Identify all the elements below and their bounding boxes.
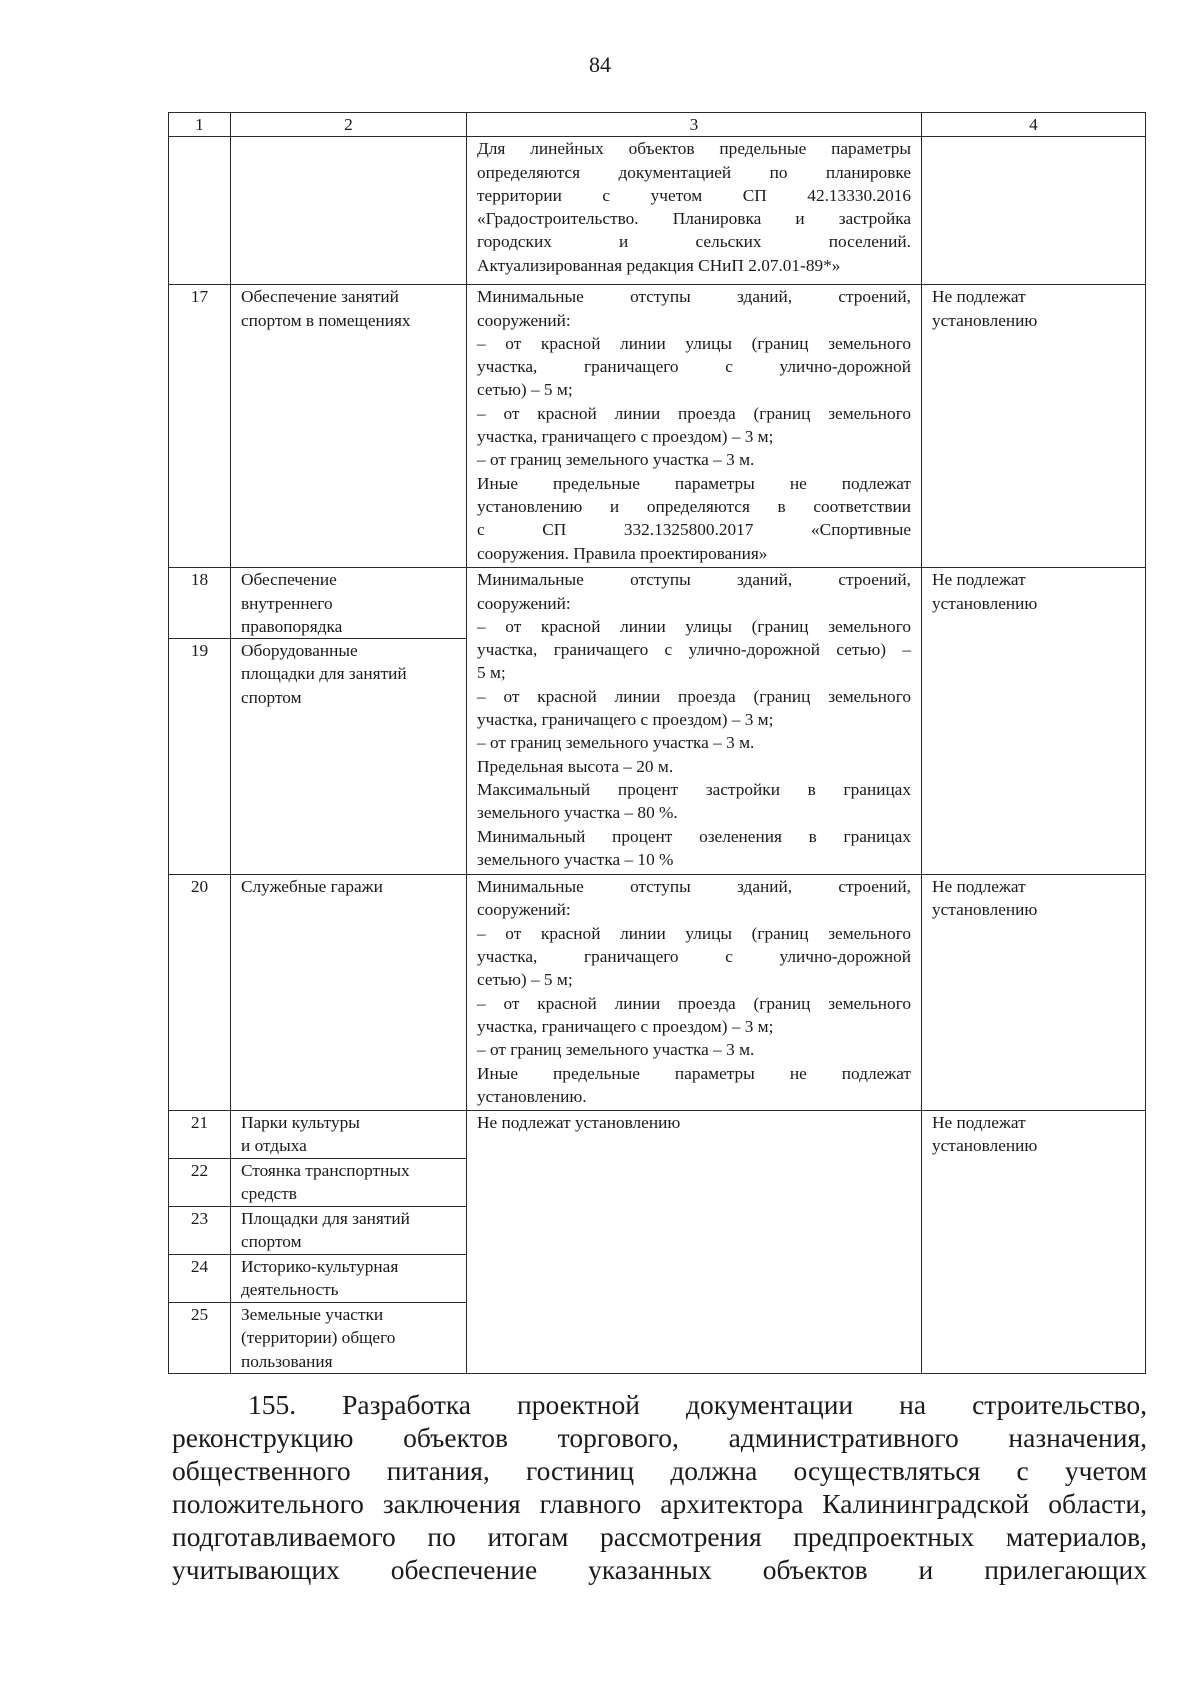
paragraph-155: 155. Разработка проектной документации на строительство, реконструкцию объектов торгового, административного назначения, общественного питания, гостиниц должна осуществляться с учетом положительного заключения главного архитектора Калининградской области, подготавливаемого по итогам рассмотрения предпроектных материалов, учитывающих обеспечение указанных объектов и прилегающих <box>172 1389 1147 1585</box>
cell-name: Стоянка транспортных средств <box>231 1159 467 1207</box>
cell-name <box>231 137 467 285</box>
cell-params: Минимальные отступы зданий, строений, сооружений: – от красной линии улицы (границ земельного участка, граничащего с улично-дорожной сетью) – 5 м; – от красной линии проезда (границ земельного участка, граничащего с проездом) – 3 м; – от границ земельного участка – 3 м. Иные предельные параметры не подлежат установлению. <box>467 875 922 1111</box>
table-header-row <box>169 113 1146 137</box>
cell-name: Обеспечение внутреннего правопорядка <box>231 568 467 639</box>
table-row-continuation <box>169 137 1146 285</box>
cell-num: 20 <box>169 875 231 1111</box>
table-row-20 <box>169 875 1146 1111</box>
header-col-1: 1 <box>169 113 231 137</box>
cell-params: Минимальные отступы зданий, строений, сооружений: – от красной линии улицы (границ земельного участка, граничащего с улично-дорожной сетью) – 5 м; – от красной линии проезда (границ земельного участка, граничащего с проездом) – 3 м; – от границ земельного участка – 3 м. Предельная высота – 20 м. Максимальный процент застройки в границах земельного участка – 80 %. Минимальный процент озеленения в границах земельного участка – 10 % <box>467 568 922 875</box>
regulations-table <box>168 112 1146 1374</box>
cell-note: Не подлежат установлению <box>922 875 1146 1111</box>
cell-name: Площадки для занятий спортом <box>231 1207 467 1255</box>
table-row-18 <box>169 568 1146 639</box>
header-col-3: 3 <box>467 113 922 137</box>
cell-num: 23 <box>169 1207 231 1255</box>
cell-num: 24 <box>169 1255 231 1303</box>
cell-params: Не подлежат установлению <box>467 1111 922 1374</box>
cell-name: Парки культуры и отдыха <box>231 1111 467 1159</box>
cell-num: 22 <box>169 1159 231 1207</box>
cell-note: Не подлежат установлению <box>922 568 1146 875</box>
cell-num: 25 <box>169 1303 231 1374</box>
cell-name: Историко-культурная деятельность <box>231 1255 467 1303</box>
cell-name: Служебные гаражи <box>231 875 467 1111</box>
cell-num: 17 <box>169 285 231 568</box>
cell-num <box>169 137 231 285</box>
cell-params: Минимальные отступы зданий, строений, сооружений: – от красной линии улицы (границ земельного участка, граничащего с улично-дорожной сетью) – 5 м; – от красной линии проезда (границ земельного участка, граничащего с проездом) – 3 м; – от границ земельного участка – 3 м. Иные предельные параметры не подлежат установлению и определяются в соответствии с СП 332.1325800.2017 «Спортивные сооружения. Правила проектирования» <box>467 285 922 568</box>
cell-params: Для линейных объектов предельные параметры определяются документацией по планировке территории с учетом СП 42.13330.2016 «Градостроительство. Планировка и застройка городских и сельских поселений. Актуализированная редакция СНиП 2.07.01-89*» <box>467 137 922 285</box>
cell-name: Оборудованные площадки для занятий спортом <box>231 639 467 875</box>
cell-num: 19 <box>169 639 231 875</box>
cell-note: Не подлежат установлению <box>922 1111 1146 1374</box>
cell-num: 18 <box>169 568 231 639</box>
cell-name: Обеспечение занятий спортом в помещениях <box>231 285 467 568</box>
cell-note: Не подлежат установлению <box>922 285 1146 568</box>
header-col-4: 4 <box>922 113 1146 137</box>
page-number: 84 <box>589 52 611 77</box>
cell-name: Земельные участки (территории) общего пользования <box>231 1303 467 1374</box>
table-row-21 <box>169 1111 1146 1159</box>
cell-note <box>922 137 1146 285</box>
header-col-2: 2 <box>231 113 467 137</box>
cell-num: 21 <box>169 1111 231 1159</box>
table-row-17 <box>169 285 1146 568</box>
